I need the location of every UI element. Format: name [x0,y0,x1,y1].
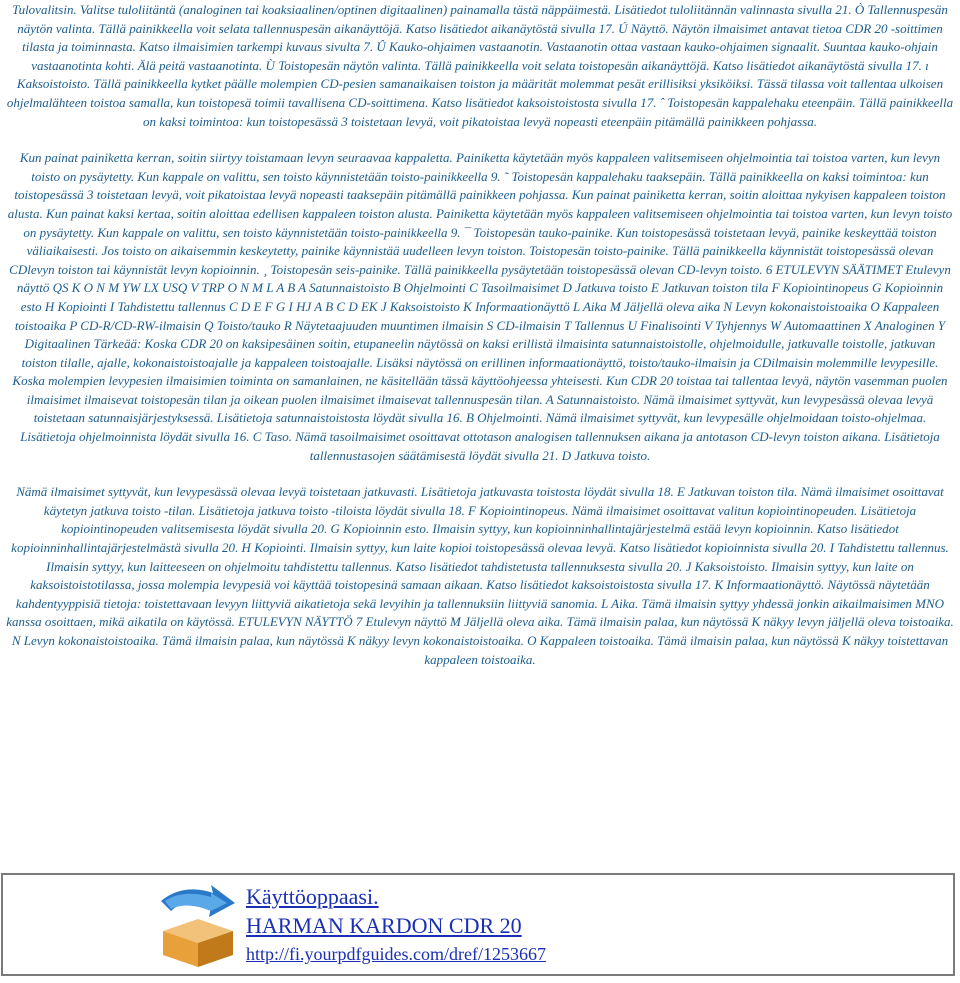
download-footer [1,873,955,976]
paragraph-3: Nämä ilmaisimet syttyvät, kun levypesässä olevaa levyä toistetaan jatkuvasti. Lisätietoja jatkuvasta toistosta löydät sivulla 18. E Jatkuvan toiston tila. Nämä ilmaisimet osoittavat käytetyn jatkuva toisto -tilan. Lisätietoja jatkuva toisto -tiloista löydät sivulla 18. F Kopiointinopeus. Nämä ilmaisimet osoittavat valitun kopiointinopeuden. Lisätietoja kopiointinopeuden valitsemisesta löydät sivulla 20. G Kopioinnin esto. Ilmaisin syttyy, kun kopioinninhallintajärjestelmä estää levyn kopioinnin. Katso lisätiedot kopioinninhallintajärjestelmästä sivulla 20. H Kopiointi. Ilmaisin syttyy, kun laite kopioi toistopesässä olevaa levyä. Katso lisätiedot kopioinnista sivulla 20. I Tahdistettu tallennus. Ilmaisin syttyy, kun laitteeseen on ohjelmoitu tahdistettu tallennus. Katso lisätiedot tahdistetusta tallennuksesta sivulla 20. J Kaksoistoisto. Ilmaisin syttyy, kun laite on kaksoistoistotilassa, jossa molempia levypesiä voi käyttää toistopesinä samaan aikaan. Katso lisätiedot kaksoistoistosta sivulla 17. K Informaationäyttö. Näytössä näytetään kahdentyyppisiä tietoja: toistettavaan levyyn liittyviä aikatietoja sekä levyihin ja tallennuksiin liittyviä sanomia. L Aika. Tämä ilmaisin syttyy yhdessä jonkin aikailmaisimen MNO kanssa osoittaen, mikä aikatila on käytössä. ETULEVYN NÄYTTÖ 7 Etulevyn näyttö M Jäljellä oleva aika. Tämä ilmaisin palaa, kun näytössä K näkyy levyn jäljellä oleva toistoaika. N Levyn kokonaistoistoaika. Tämä ilmaisin palaa, kun näytössä K näkyy levyn kokonaistoistoaika. O Kappaleen toistoaika. Tämä ilmaisin palaa, kun näytössä K näkyy toistettavan kappaleen toistoaika. [6,484,954,667]
download-arrow-icon [153,881,243,971]
paragraph-2: Kun painat painiketta kerran, soitin siirtyy toistamaan levyn seuraavaa kappaletta. Painiketta käytetään myös kappaleen valitsemiseen ohjelmointia tai toistoa varten, kun levyn toisto on pysäytetty. Kun kappale on valittu, sen toisto käynnistetään toisto-painikkeella 9. ˜ Toistopesän kappalehaku taaksepäin. Tällä painikkeella on kaksi toimintoa: kun toistopesässä 3 toistetaan levyä, voit pikatoistaa levyä nopeasti taaksepäin pitämällä painikkeen pohjassa. Kun painat painiketta kerran, soitin aloittaa nykyisen kappaleen toiston alusta. Kun painat kaksi kertaa, soitin aloittaa edellisen kappaleen toiston alusta. Painiketta käytetään myös kappaleen valitsemiseen ohjelmointia tai toistoa varten, kun levyn toisto on pysäytetty. Kun kappale on valittu, sen toisto käynnistetään toisto-painikkeella 9. ¯ Toistopesän tauko-painike. Kun toistopesässä toistetaan levyä, painike keskeyttää toiston väliaikaisesti. Jos toisto on aikaisemmin keskeytetty, painike käynnistää uudelleen levyn toiston. Toistopesän toisto-painike. Tällä painikkeella käynnistät toistopesässä olevan CDlevyn toiston tai käynnistät levyn kopioinnin. ¸ Toistopesän seis-painike. Tällä painikkeella pysäytetään toistopesässä olevan CD-levyn toisto. 6 ETULEVYN SÄÄTIMET Etulevyn näyttö QS K O N M YW LX USQ V TRP O N M L A B A Satunnaistoisto B Ohjelmointi C Tasoilmaisimet D Jatkuva toisto E Jatkuvan toiston tila F Kopiointinopeus G Kopioinnin esto H Kopiointi I Tahdistettu tallennus C D E F G I HJ A B C D EK J Kaksoistoisto K Informaationäyttö L Aika M Jäljellä oleva aika N Levyn kokonaistoistoaika O Kappaleen toistoaika P CD-R/CD-RW-ilmaisin Q Toisto/tauko R Näytetaajuuden muuntimen ilmaisin S CD-ilmaisin T Tallennus U Finalisointi V Tyhjennys W Automaattinen X Analoginen Y Digitaalinen Tärkeää: Koska CDR 20 on kaksipesäinen soitin, etupaneelin näytössä on kaksi erillistä ilmaisinta satunnaistoistolle, ohjelmoidulle, jatkuvalle toistolle, jatkuvan toiston tilalle, ajalle, kokonaistoistoajalle ja kappaleen toistoajalle. Lisäksi näytössä on erillinen informaationäyttö, toisto/tauko-ilmaisin ja CDilmaisin molemmille levypesille. Koska molempien levypesien ilmaisimien toiminta on samanlainen, ne käsitellään tässä käyttöohjeessa yhteisesti. Kun CDR 20 toistaa tai tallentaa levyä, näytön vasemman puolen ilmaisimet ilmaisevat toistopesän tilan ja oikean puolen ilmaisimet ilmaisevat tallennuspesän tilan. A Satunnaistoisto. Nämä ilmaisimet syttyvät, kun levypesässä olevaa levyä toistetaan satunnaisjärjestyksessä. Lisätietoja satunnaistoistosta löydät sivulla 16. B Ohjelmointi. Nämä ilmaisimet syttyvät, kun levypesälle ohjelmoidaan toisto-ohjelmaa. Lisätietoja ohjelmoinnista löydät sivulla 16. C Taso. Nämä tasoilmaisimet osoittavat ottotason analogisen tallennuksen aikana ja antotason CD-levyn toiston aikana. Lisätietoja tallennustasojen säätämisestä löydät sivulla 21. D Jatkuva toisto. [7,150,953,463]
product-link[interactable]: HARMAN KARDON CDR 20 [246,913,522,938]
footer-links [246,883,546,967]
url-link[interactable]: http://fi.yourpdfguides.com/dref/1253667 [246,944,546,964]
paragraph-1: Tulovalitsin. Valitse tuloliitäntä (analoginen tai koaksiaalinen/optinen digitaalinen) painamalla tästä näppäimestä. Lisätiedot tuloliitännän valinnasta sivulla 21. Ò Tallennuspesän näytön valinta. Tällä painikkeella voit selata tallennuspesän aikanäyttöjä. Katso lisätiedot aikanäytöstä sivulla 17. Ú Näyttö. Näytön ilmaisimet antavat tietoa CDR 20 -soittimen tilasta ja toiminnasta. Katso ilmaisimien tarkempi kuvaus sivulta 7. Û Kauko-ohjaimen vastaanotin. Vastaanotin ottaa vastaan kauko-ohjaimen signaalit. Suuntaa kauko-ohjain vastaanotinta kohti. Älä peitä vastaanotinta. Ù Toistopesän näytön valinta. Tällä painikkeella voit selata toistopesän aikanäyttöjä. Katso lisätiedot aikanäytöstä sivulla 17. ı Kaksoistoisto. Tällä painikkeella kytket päälle molempien CD-pesien samanaikaisen toiston ja määrität molemmat pesät erillisiksi yksiköiksi. Tässä tilassa voit tallentaa ulkoisen ohjelmalähteen toistoa samalla, kun toistopesä toimii tavallisena CD-soittimena. Katso lisätiedot kaksoistoistosta sivulla 17. ˆ Toistopesän kappalehaku eteenpäin. Tällä painikkeella on kaksi toimintoa: kun toistopesässä 3 toistetaan levyä, voit pikatoistaa levyä nopeasti eteenpäin pitämällä painikkeen pohjassa. [6,2,954,129]
user-guide-link[interactable]: Käyttöoppaasi. [246,884,379,909]
